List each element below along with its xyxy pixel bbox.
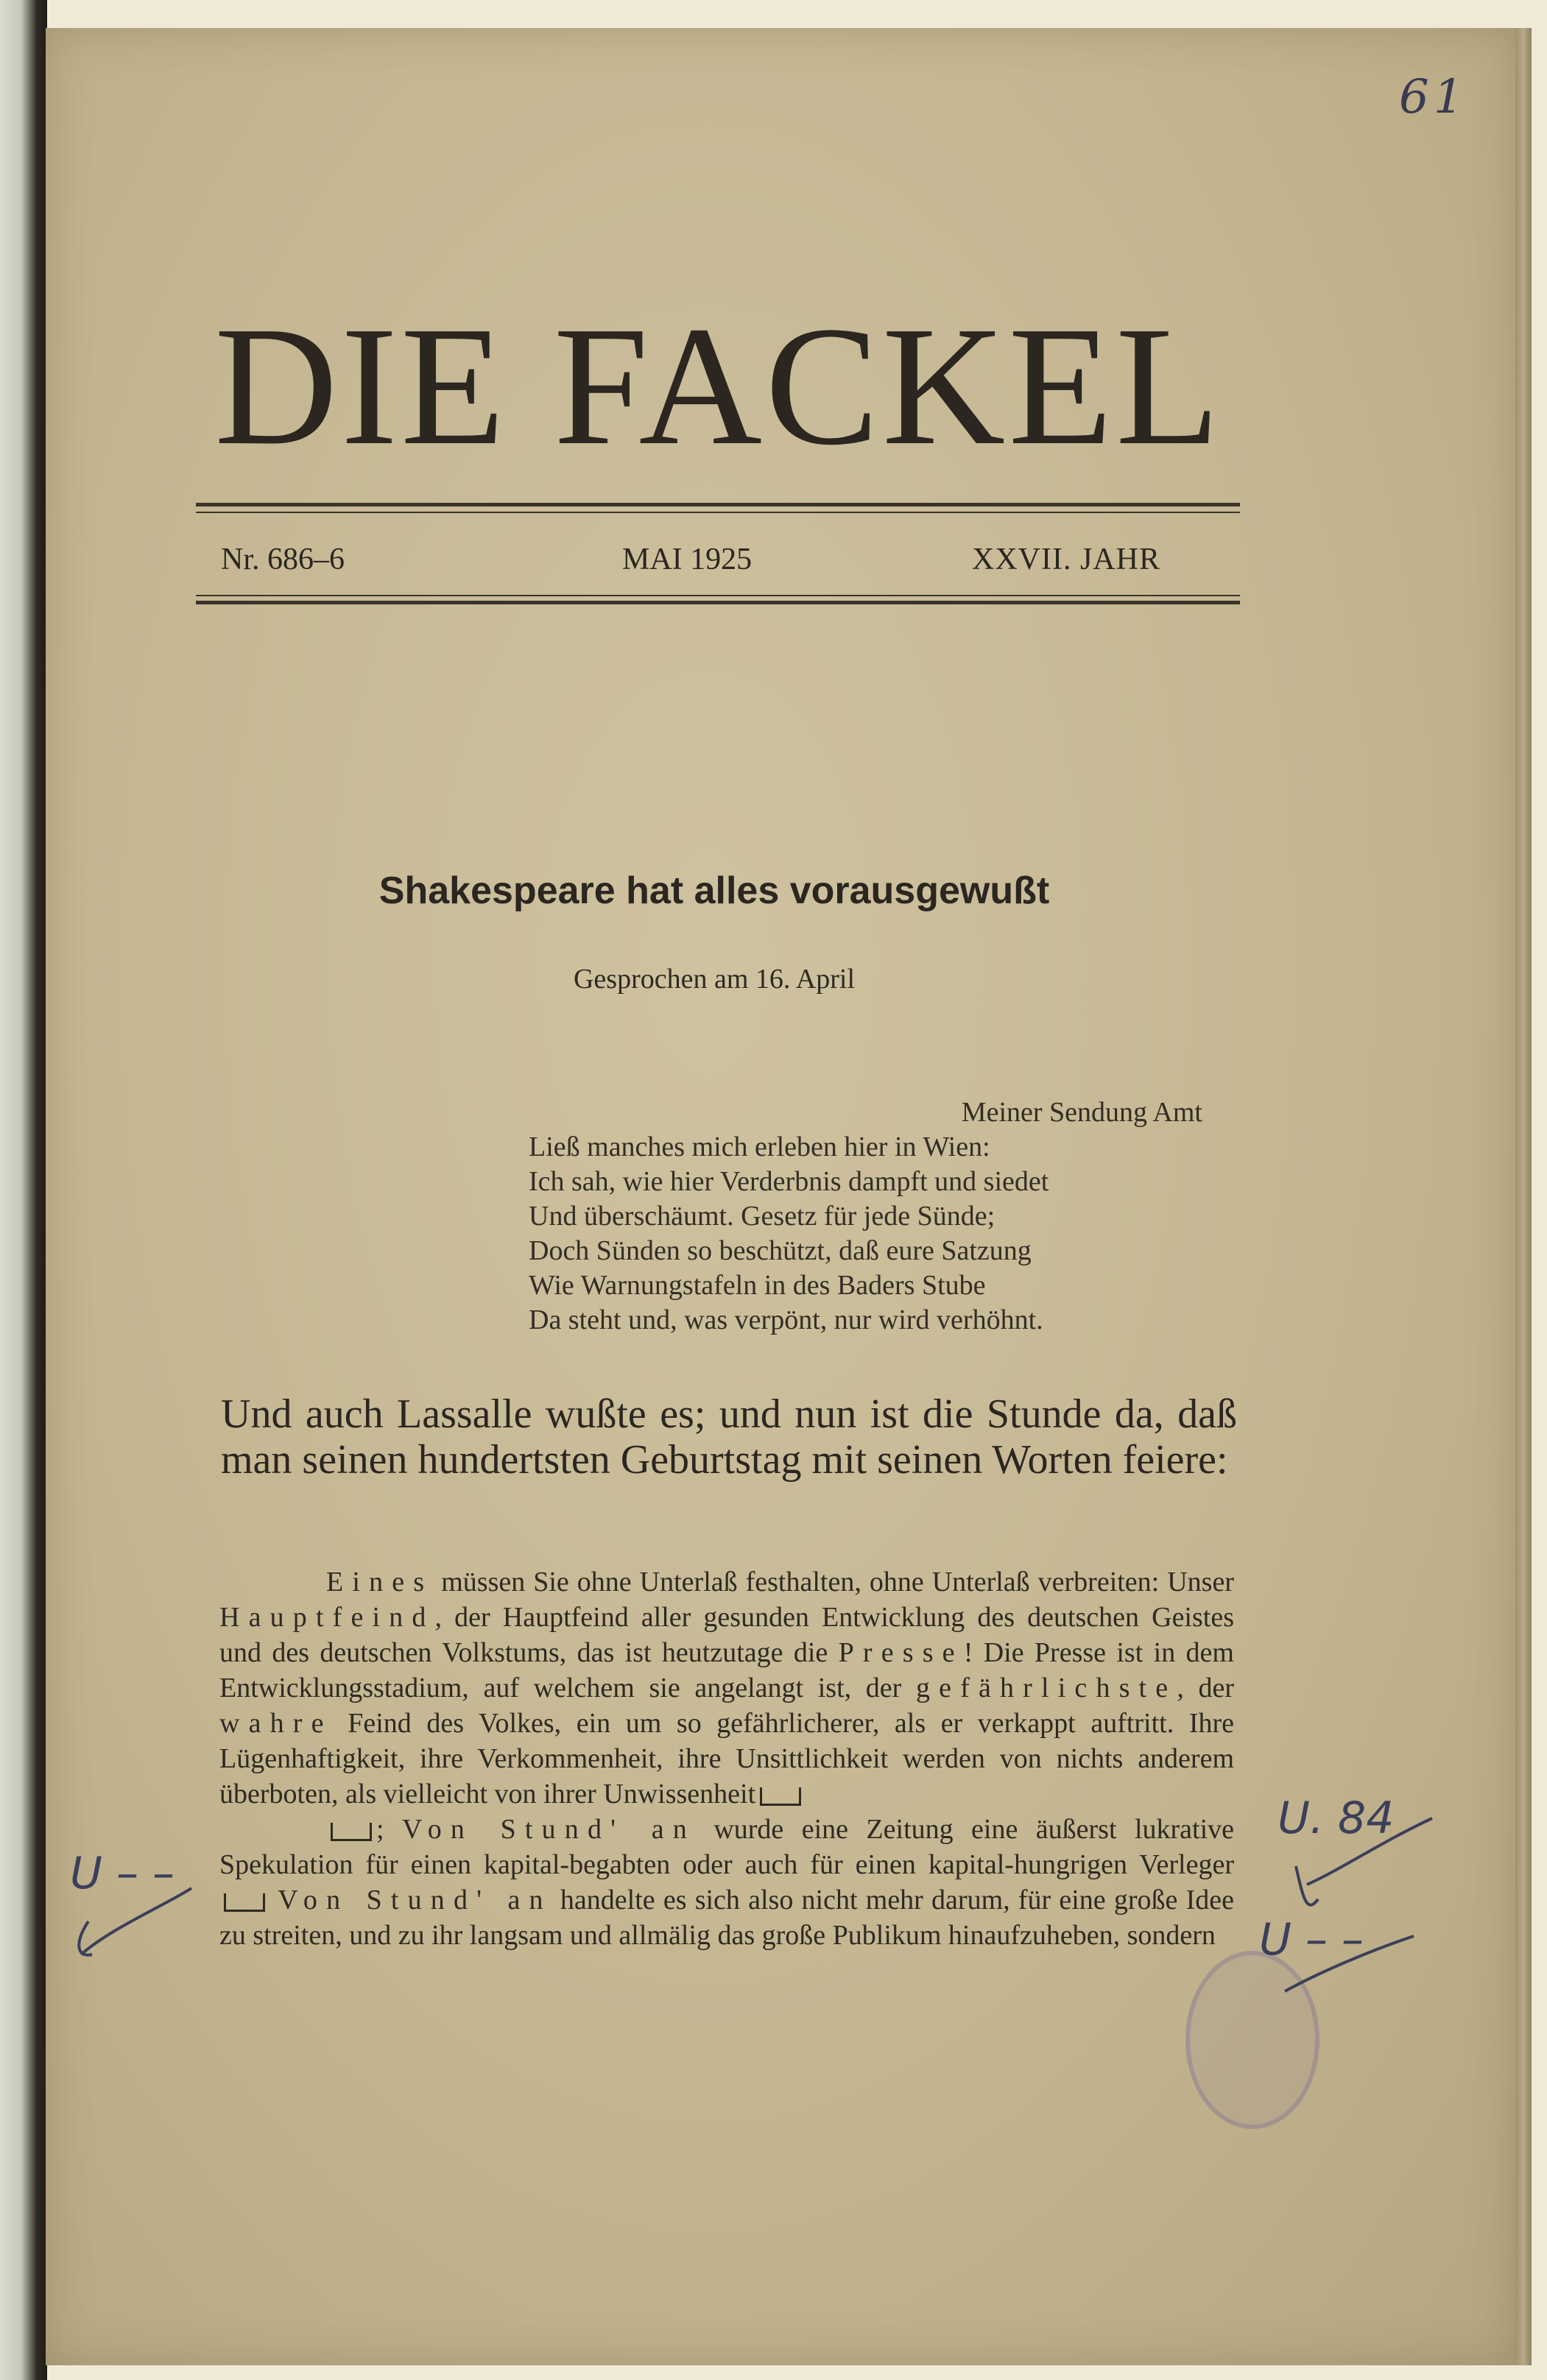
library-stamp xyxy=(1185,1951,1319,2129)
page-edge xyxy=(1515,28,1532,2365)
issue-year: XXVII. JAHR xyxy=(972,543,1160,576)
quote-text: müssen Sie ohne Unterlaß festhalten, ohne Unterlaß verbreiten: Unser xyxy=(433,1567,1234,1597)
quote-text: handelte es sich also nicht mehr darum, für eine große Idee zu streiten, und zu ihr langsam und allmälig das große Publikum hinaufzuheben, sondern xyxy=(219,1885,1235,1951)
pencil-annotation-right-upper: U. 84 xyxy=(1278,1793,1395,1844)
poem-line: Ich sah, wie hier Verderbnis dampft und siedet xyxy=(529,1166,1049,1197)
issue-number: Nr. 686–6 xyxy=(221,543,345,576)
spaced-word: Von Stund' an xyxy=(402,1814,696,1845)
poem-line: Doch Sünden so beschützt, daß eure Satzung xyxy=(529,1235,1032,1266)
poem-line: Meiner Sendung Amt xyxy=(961,1097,1202,1128)
spaced-word: Eines xyxy=(326,1567,434,1597)
quote-text: ! Die Presse ist in dem Entwicklungsstadium, auf welchem sie angelangt ist, der xyxy=(219,1637,1234,1703)
quote-text: ; xyxy=(376,1814,402,1845)
folio-number: 61 xyxy=(1399,70,1468,124)
omission-bracket xyxy=(224,1893,265,1912)
omission-bracket xyxy=(760,1787,801,1806)
quote-text: wurde eine Zeitung eine äußerst lukrative Spekulation für einen kapital-begabten oder auch für einen kapital-hungrigen Verleger xyxy=(219,1814,1235,1880)
masthead-rule-top xyxy=(196,503,1240,506)
poem-line: Da steht und, was verpönt, nur wird verhöhnt. xyxy=(529,1304,1043,1335)
quote-text: Feind des Volkes, ein um so gefährlicherer, als er verkappt auftritt. Ihre Lügenhaftigkeit, ihre Verkommenheit, ihre Unsittlichkeit werden von nichts anderem überboten, als vielleicht von ihrer Unwissenheit xyxy=(219,1708,1234,1809)
masthead-rule-bottom-thin xyxy=(196,595,1240,596)
quote-text: , der xyxy=(1177,1673,1234,1703)
masthead-rule-bottom xyxy=(196,601,1240,604)
quote-paragraph xyxy=(219,1812,1234,1953)
spaced-word: wahre xyxy=(219,1708,333,1739)
pencil-annotation-right-lower: U – – xyxy=(1259,1914,1364,1966)
poem-block xyxy=(529,1095,1236,1346)
book-binding xyxy=(0,0,47,2380)
lassalle-quote xyxy=(219,1564,1234,2035)
article-subtitle: Gesprochen am 16. April xyxy=(573,964,856,995)
spaced-word: gefährlichste xyxy=(915,1673,1177,1703)
poem-line: Wie Warnungstafeln in des Baders Stube xyxy=(529,1270,986,1301)
issue-date: MAI 1925 xyxy=(622,543,753,576)
omission-bracket xyxy=(331,1823,372,1841)
quote-text: , der Hauptfeind aller gesunden Entwicklung des deutschen Geistes und des deutschen Volkstums, das ist heutzutage die xyxy=(219,1602,1234,1668)
article-title: Shakespeare hat alles vorausgewußt xyxy=(378,869,1050,912)
quote-paragraph xyxy=(219,1564,1234,1812)
masthead-title: DIE FACKEL xyxy=(214,292,1223,481)
masthead-rule-top-thin xyxy=(196,512,1240,513)
intro-paragraph: Und auch Lassalle wußte es; und nun ist die Stunde da, daß man seinen hundertsten Geburtstag mit seinen Worten feiere: xyxy=(221,1391,1237,1483)
spaced-word: Presse xyxy=(838,1637,964,1668)
quote-text xyxy=(269,1885,278,1915)
spaced-word: Von Stund' an xyxy=(278,1885,552,1915)
spaced-word: Hauptfeind xyxy=(219,1602,435,1633)
poem-line: Ließ manches mich erleben hier in Wien: xyxy=(529,1131,990,1162)
poem-line: Und überschäumt. Gesetz für jede Sünde; xyxy=(529,1201,995,1232)
pencil-annotation-left: U – – xyxy=(70,1848,175,1899)
